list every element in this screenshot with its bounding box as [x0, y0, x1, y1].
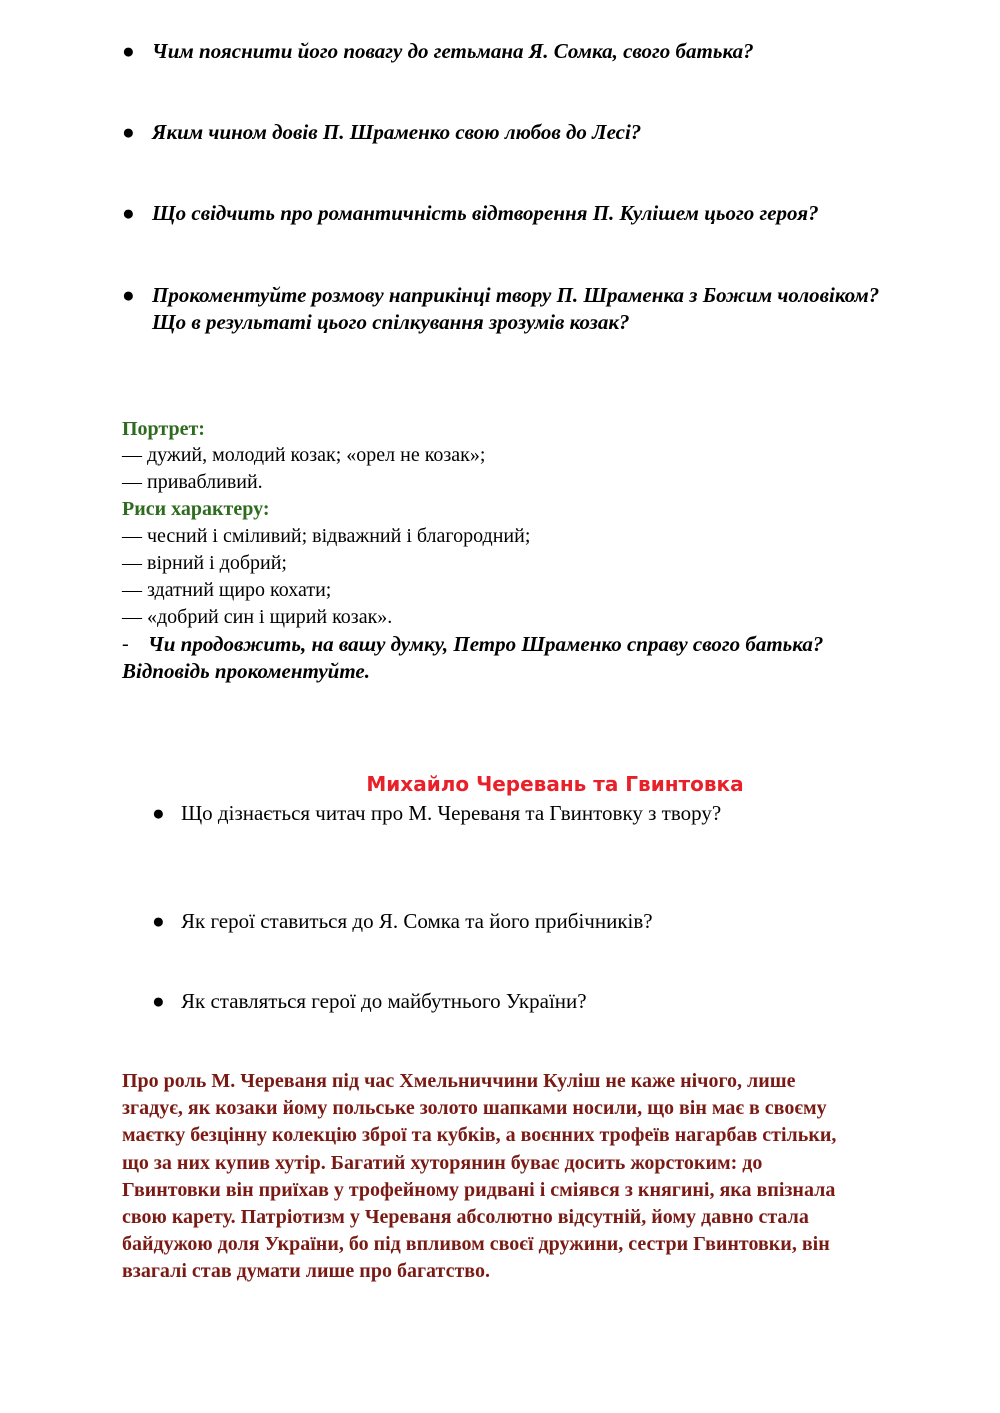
character-line: — чесний і сміливий; відважний і благородний; — [122, 525, 531, 547]
bullet-icon: ● — [122, 201, 135, 225]
final-question-line1: Чи продовжить, на вашу думку, Петро Шраменко справу свого батька? — [148, 632, 824, 656]
bullet-icon: ● — [122, 120, 135, 144]
section-question-1: Що дізнається читач про М. Череваня та Гвинтовку з твору? — [181, 801, 722, 825]
section-question-3: Як ставляться герої до майбутнього України? — [181, 989, 587, 1013]
bullet-icon: ● — [152, 909, 165, 933]
question-3: Що свідчить про романтичність відтворення П. Кулішем цього героя? — [152, 201, 819, 225]
bullet-icon: ● — [122, 283, 135, 307]
question-2: Яким чином довів П. Шраменко свою любов до Лесі? — [152, 120, 642, 144]
paragraph-line: свою карету. Патріотизм у Череваня абсолютно відсутній, йому давно стала — [122, 1206, 809, 1229]
bullet-icon: ● — [122, 39, 135, 63]
portrait-heading: Портрет: — [122, 418, 205, 440]
character-line: — вірний і добрий; — [122, 552, 287, 574]
paragraph-line: взагалі став думати лише про багатство. — [122, 1260, 490, 1283]
paragraph-line: байдужою доля України, бо під впливом своєї дружини, сестри Гвинтовки, він — [122, 1233, 830, 1256]
paragraph-line: Гвинтовки він приїхав у трофейному ридвані і сміявся з княгині, яка впізнала — [122, 1178, 836, 1201]
cherevan-paragraph — [122, 1068, 972, 1286]
paragraph-line: що за них купив хутір. Багатий хуторянин буває досить жорстоким: до — [122, 1151, 763, 1174]
paragraph-line: згадує, як козаки йому польське золото шапками носили, що він має в своєму — [122, 1097, 827, 1120]
question-4: Прокоментуйте розмову наприкінці твору П. Шраменка з Божим чоловіком? — [152, 283, 880, 307]
final-question-line2: Відповідь прокоментуйте. — [122, 659, 370, 683]
character-line: — «добрий син і щирий козак». — [122, 606, 393, 628]
question-1: Чим пояснити його повагу до гетьмана Я. Сомка, свого батька? — [152, 39, 754, 63]
bullet-icon: ● — [152, 989, 165, 1013]
bullet-icon: ● — [152, 801, 165, 825]
question-4-continued: Що в результаті цього спілкування зрозумів козак? — [152, 310, 630, 334]
section-question-2: Як герої ставиться до Я. Сомка та його прибічників? — [181, 909, 653, 933]
portrait-line: — дужий, молодий козак; «орел не козак»; — [122, 444, 486, 466]
paragraph-line: Про роль М. Череваня під час Хмельниччини Куліш не каже нічого, лише — [122, 1070, 796, 1092]
section-title: Михайло Черевань та Гвинтовка — [366, 772, 744, 796]
paragraph-line: маєтку безцінну колекцію зброї та кубків, а воєнних трофеїв нагарбав стільки, — [122, 1124, 837, 1147]
portrait-line: — привабливий. — [122, 471, 263, 493]
character-heading: Риси характеру: — [122, 498, 270, 520]
final-question-dash: - — [122, 633, 129, 655]
character-line: — здатний щиро кохати; — [122, 579, 332, 601]
